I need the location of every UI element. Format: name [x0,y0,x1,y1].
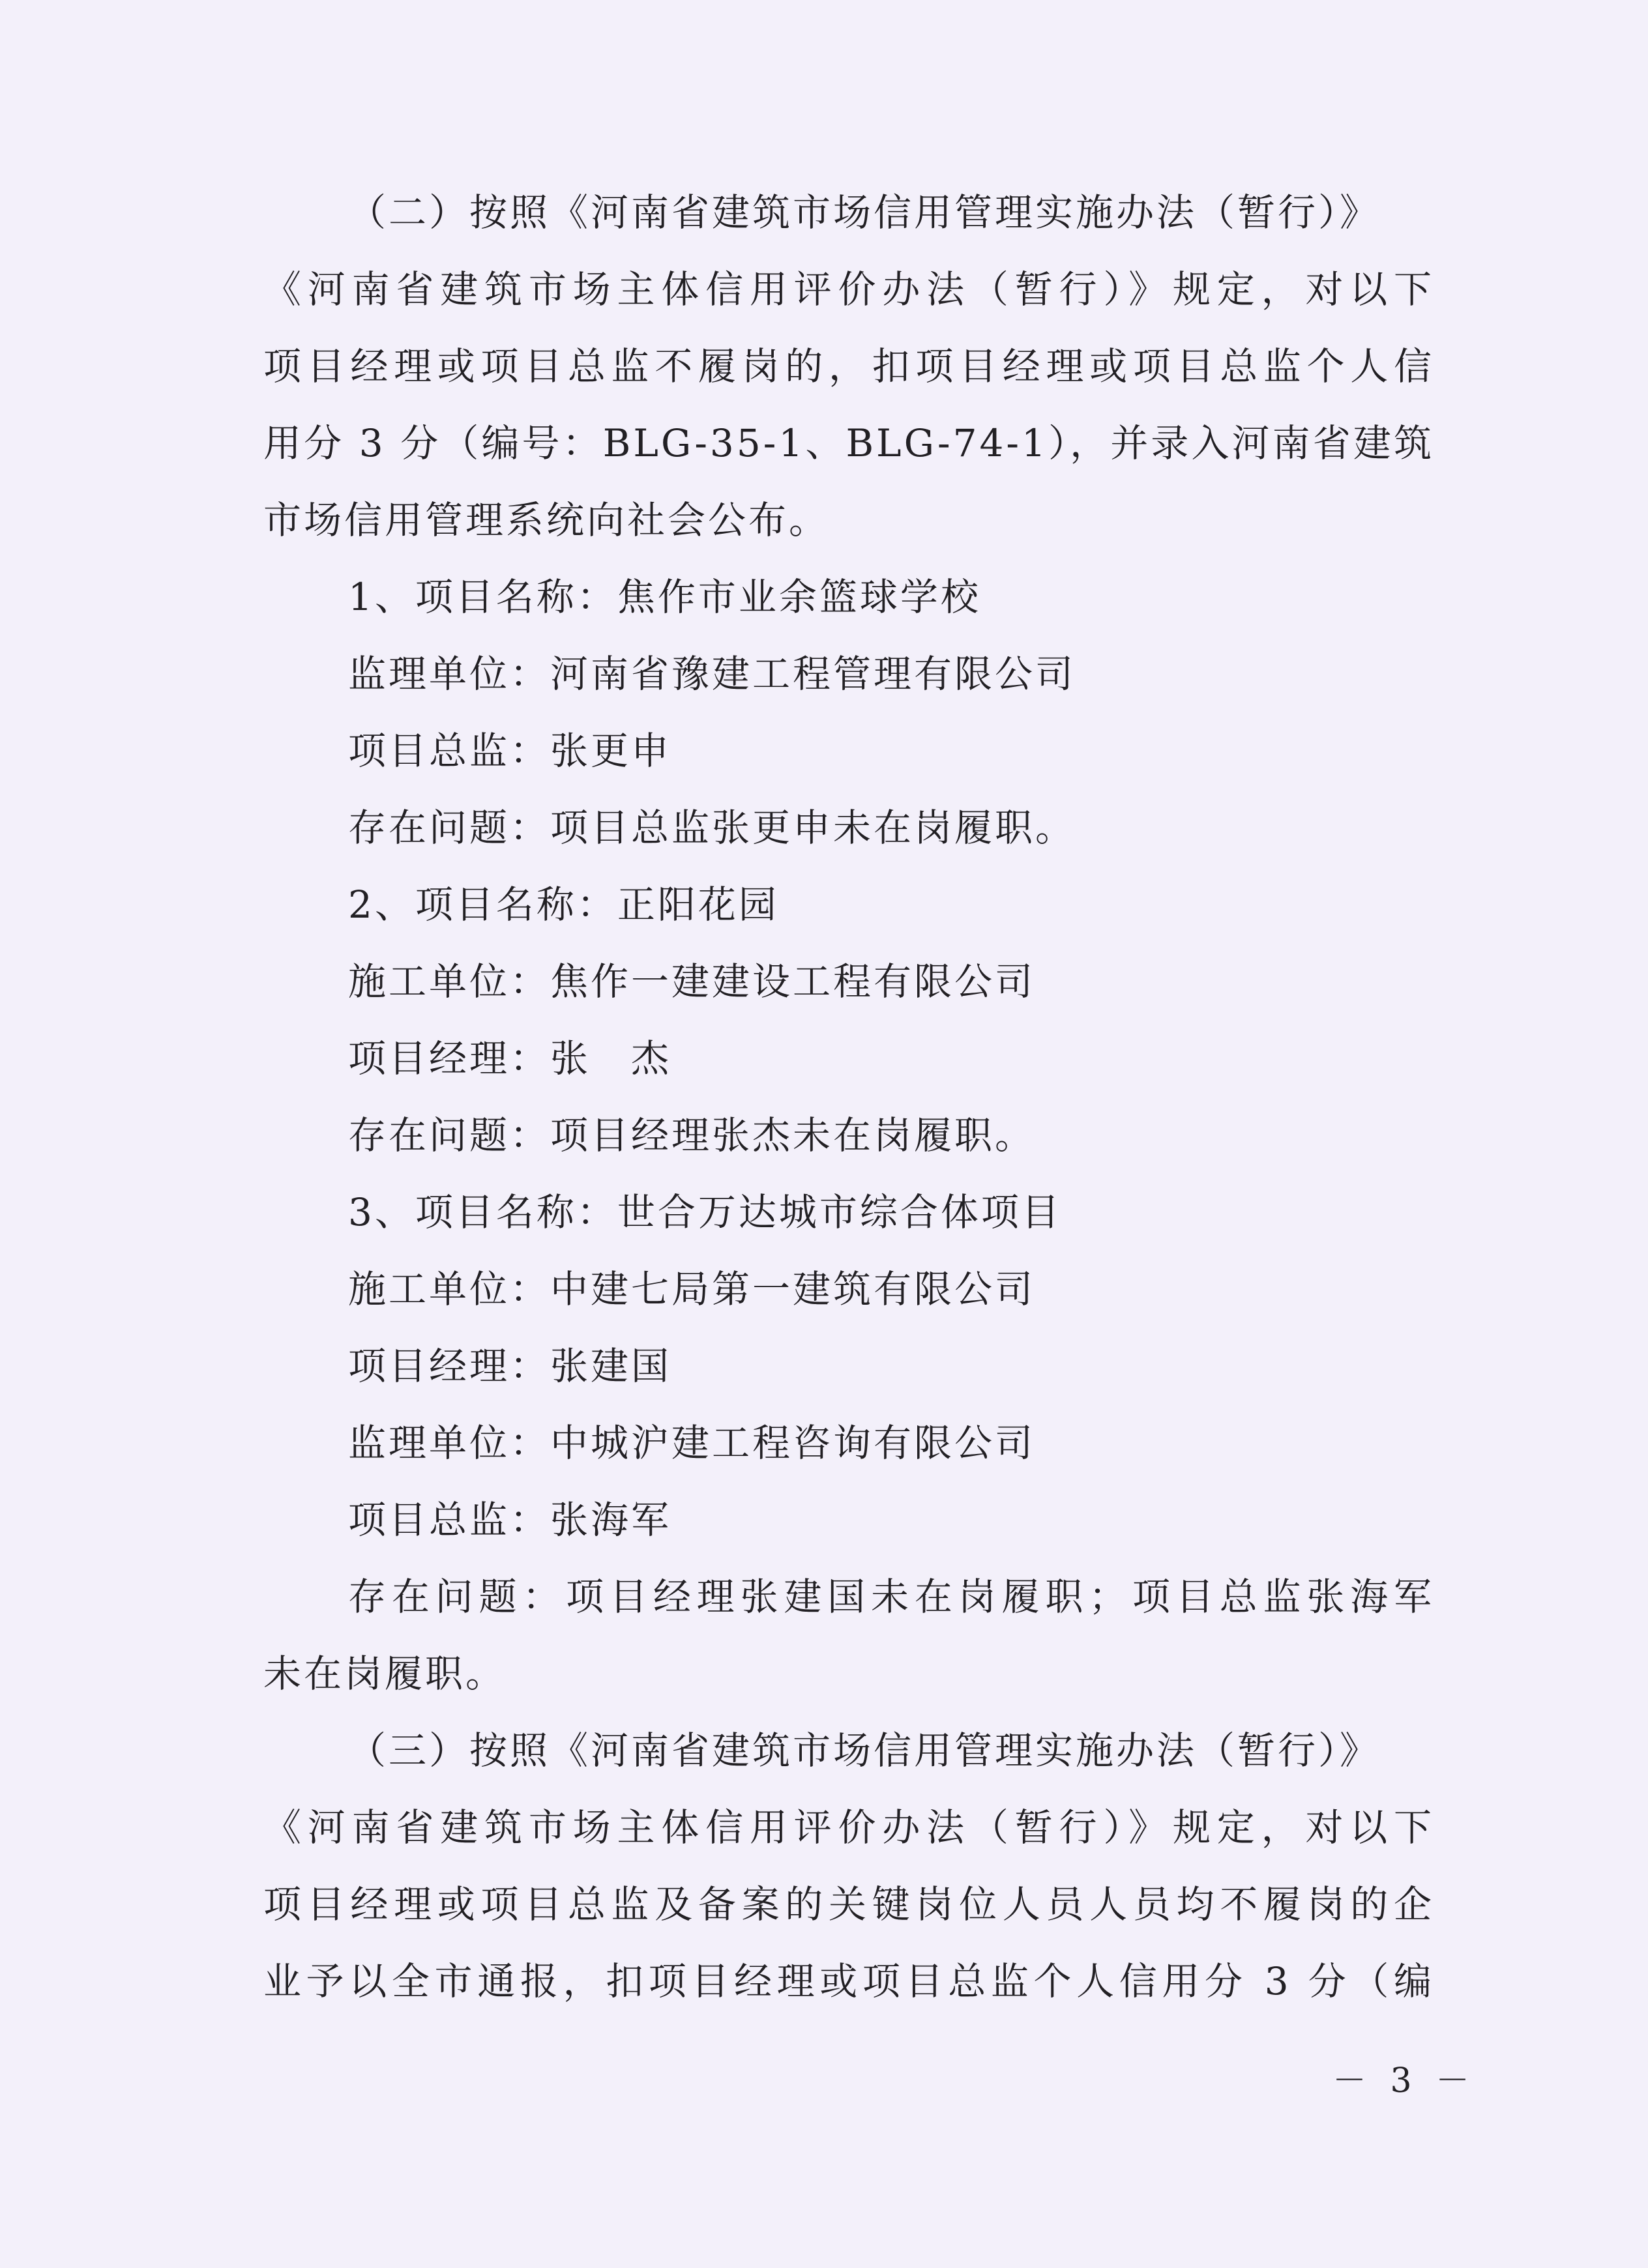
project-3-issue-continued: 未在岗履职。 [263,1651,507,1696]
paragraph-line: 用分 3 分（编号：BLG-35-1、BLG-74-1），并录入河南省建筑 [263,421,1434,465]
project-1-supervision-unit: 监理单位：河南省豫建工程管理有限公司 [348,652,1076,696]
page-number: － 3 － [1332,2061,1477,2101]
project-3-chief-supervisor: 项目总监：张海军 [348,1498,672,1542]
project-3-project-manager: 项目经理：张建国 [348,1344,672,1388]
project-2-name: 2、项目名称：正阳花园 [348,882,779,927]
paragraph-line: 项目经理或项目总监及备案的关键岗位人员人员均不履岗的企 [263,1882,1434,1926]
paragraph-line: 市场信用管理系统向社会公布。 [263,498,830,542]
paragraph-line: 业予以全市通报，扣项目经理或项目总监个人信用分 3 分（编 [263,1959,1434,2003]
project-3-supervision-unit: 监理单位：中城沪建工程咨询有限公司 [348,1421,1036,1465]
project-2-project-manager: 项目经理：张 杰 [348,1036,672,1081]
paragraph-line: 《河南省建筑市场主体信用评价办法（暂行）》规定，对以下 [263,1805,1434,1850]
project-1-issue: 存在问题：项目总监张更申未在岗履职。 [348,806,1076,850]
paragraph-line: 《河南省建筑市场主体信用评价办法（暂行）》规定，对以下 [263,267,1434,312]
project-2-construction-unit: 施工单位：焦作一建建设工程有限公司 [348,959,1036,1004]
project-1-name: 1、项目名称：焦作市业余篮球学校 [348,575,981,619]
project-3-issue: 存在问题：项目经理张建国未在岗履职；项目总监张海军 [348,1575,1434,1619]
project-1-chief-supervisor: 项目总监：张更申 [348,729,672,773]
section-three-heading: （三）按照《河南省建筑市场信用管理实施办法（暂行）》 [348,1728,1381,1773]
project-3-construction-unit: 施工单位：中建七局第一建筑有限公司 [348,1267,1036,1311]
section-two-heading: （二）按照《河南省建筑市场信用管理实施办法（暂行）》 [348,190,1381,235]
project-2-issue: 存在问题：项目经理张杰未在岗履职。 [348,1113,1036,1157]
paragraph-line: 项目经理或项目总监不履岗的，扣项目经理或项目总监个人信 [263,344,1434,388]
project-3-name: 3、项目名称：世合万达城市综合体项目 [348,1190,1062,1234]
